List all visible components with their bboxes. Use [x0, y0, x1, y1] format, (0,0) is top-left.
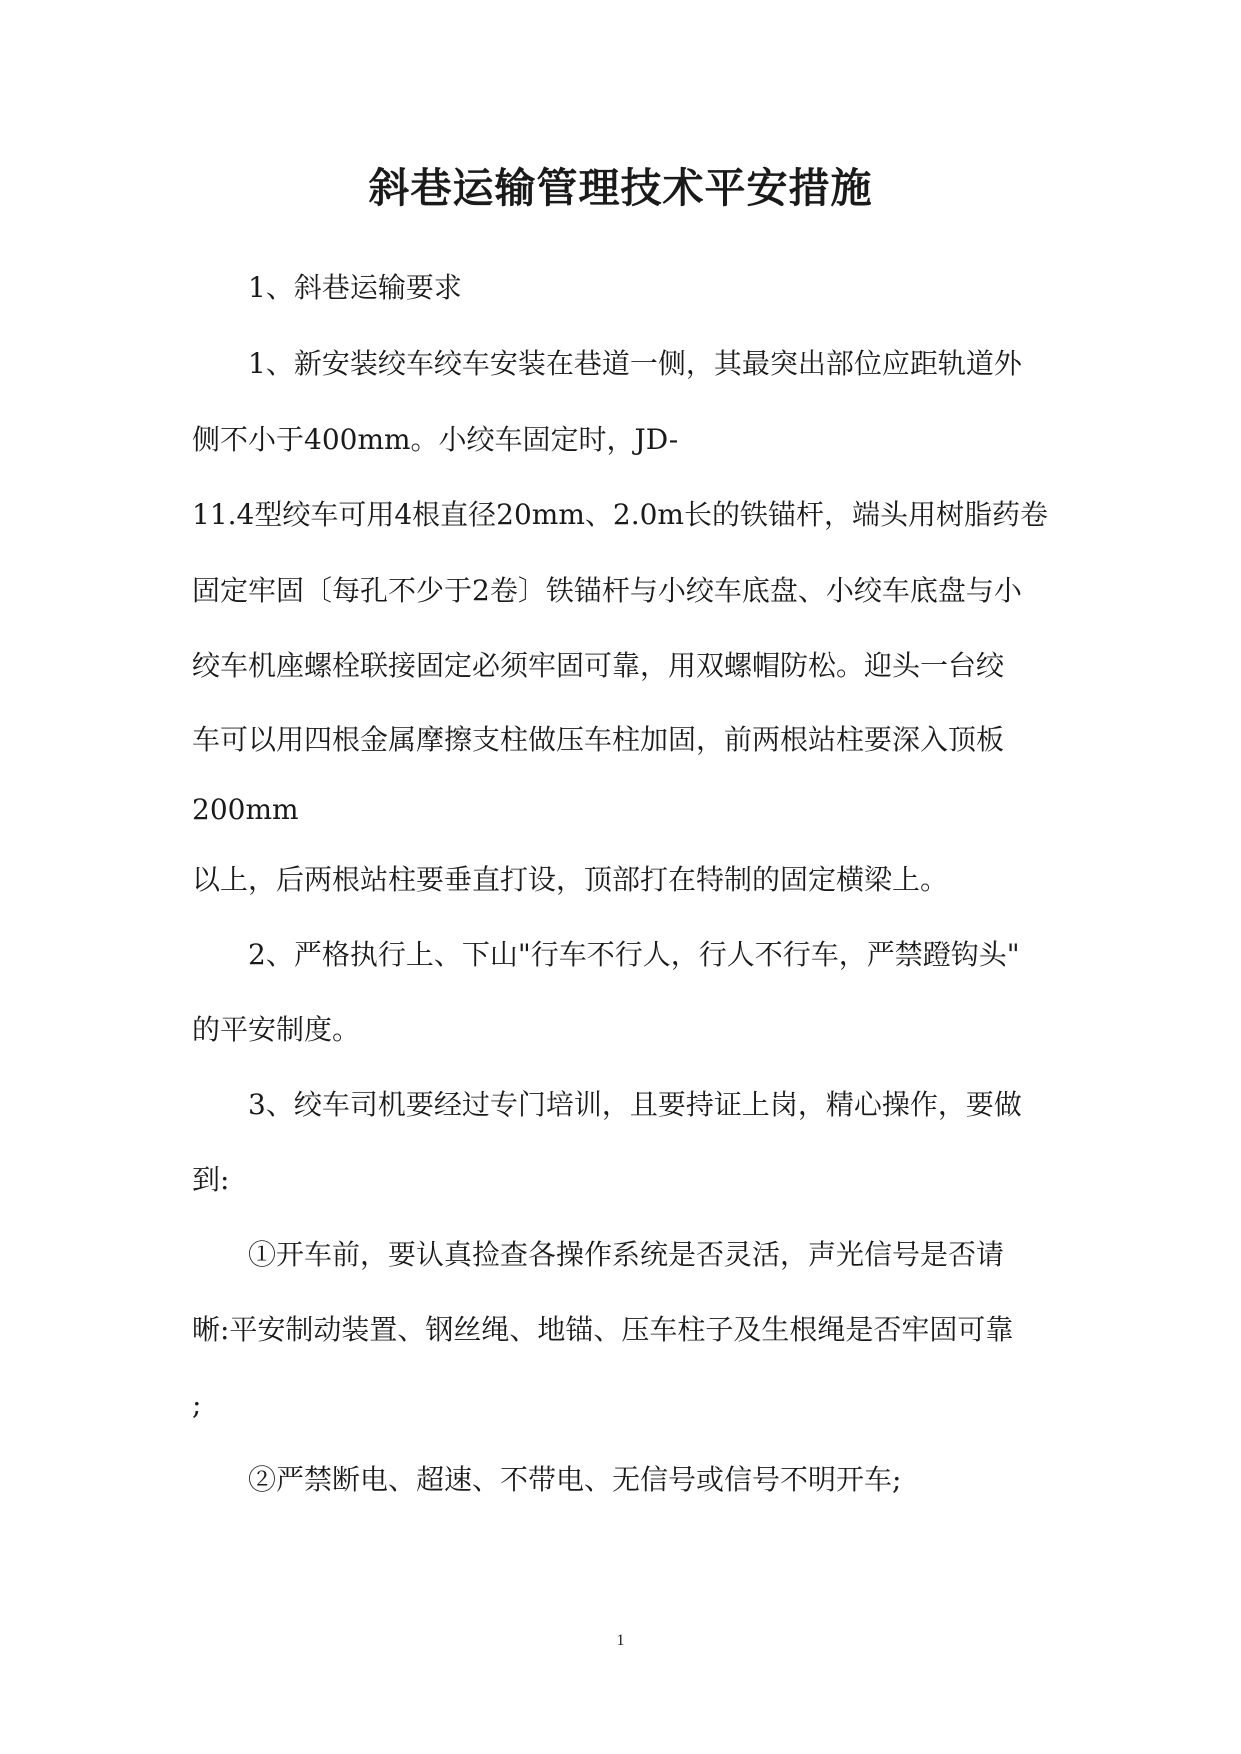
paragraph-line: 2、严格执行上、下山"行车不行人，行人不行车，严禁蹬钩头" — [248, 938, 1020, 971]
paragraph-line: 200mm — [192, 793, 299, 826]
page-number: 1 — [616, 1632, 625, 1649]
paragraph-line: 以上，后两根站柱要垂直打设，顶部打在特制的固定横梁上。 — [192, 863, 949, 896]
paragraph-line: ; — [192, 1388, 202, 1421]
paragraph-line: 的平安制度。 — [192, 1013, 361, 1046]
paragraph-line: 11.4型绞车可用4根直径20mm、2.0m长的铁锚杆，端头用树脂药卷 — [192, 498, 1048, 531]
paragraph-line: 3、绞车司机要经过专门培训，且要持证上岗，精心操作，要做 — [248, 1088, 1022, 1121]
paragraph-line: 晰:平安制动装置、钢丝绳、地锚、压车柱子及生根绳是否牢固可靠 — [192, 1313, 1014, 1346]
paragraph-line: ①开车前，要认真捡查各操作系统是否灵活，声光信号是否请 — [248, 1238, 1005, 1271]
document-title: 斜巷运输管理技术平安措施 — [368, 164, 873, 212]
paragraph-line: 绞车机座螺栓联接固定必须牢固可靠，用双螺帽防松。迎头一台绞 — [192, 649, 1005, 682]
paragraph-line: 1、新安装绞车绞车安装在巷道一侧，其最突出部位应距轨道外 — [248, 347, 1022, 380]
section-heading: 1、斜巷运输要求 — [248, 271, 462, 304]
paragraph-line: 车可以用四根金属摩擦支柱做压车柱加固，前两根站柱要深入顶板 — [192, 723, 1005, 756]
paragraph-line: ②严禁断电、超速、不带电、无信号或信号不明开车; — [248, 1463, 902, 1496]
paragraph-line: 到: — [192, 1163, 230, 1196]
paragraph-line: 固定牢固〔每孔不少于2卷〕铁锚杆与小绞车底盘、小绞车底盘与小 — [192, 574, 1022, 607]
paragraph-line: 侧不小于400mm。小绞车固定时，JD- — [192, 423, 679, 456]
